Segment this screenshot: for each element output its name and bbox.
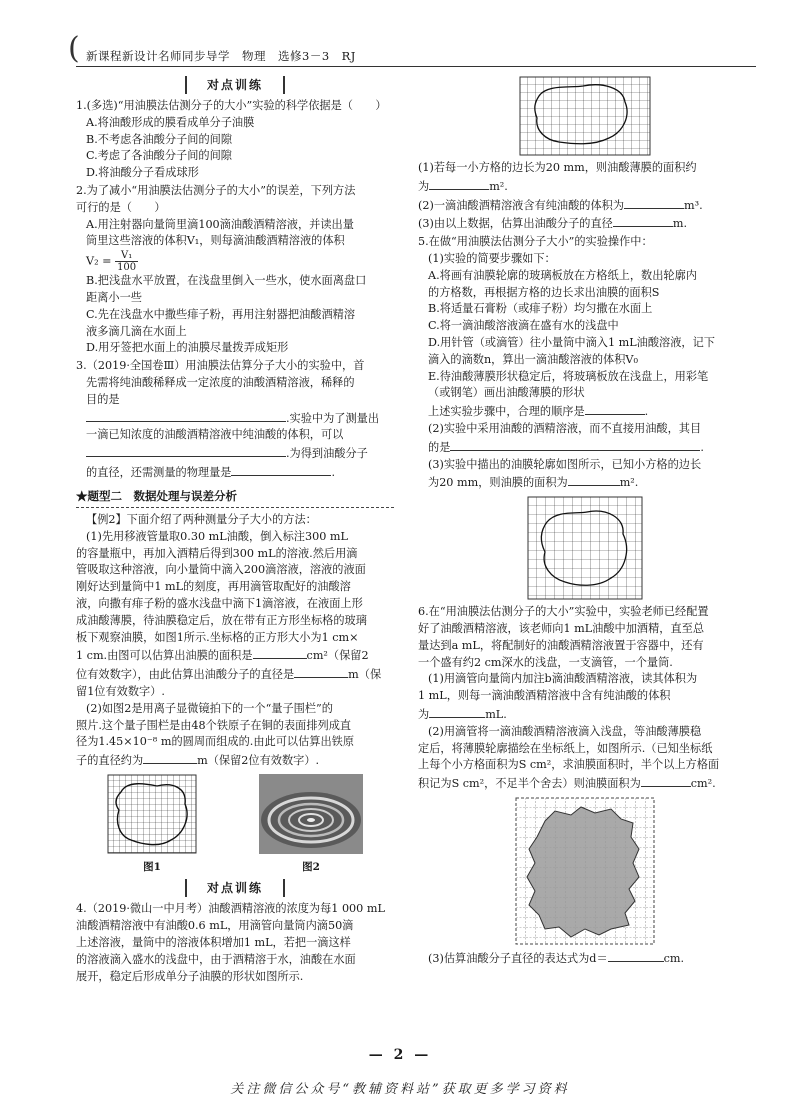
q4-blank-volume[interactable] [624,196,684,209]
q3-line1: 3.（2019·全国卷Ⅲ）用油膜法估算分子大小的实验中，首 [76,359,365,373]
q6-line7 [418,705,752,724]
q4-oil-film-grid [519,76,651,156]
ex2-line13: 照片.这个量子围栏是由48个铁原子在铜的表面排列成直 [76,718,352,732]
q3-line6-text: .为得到油酸分子 [286,447,368,461]
q5-sub3-text: 为20 mm，则油膜的面积为 [428,476,568,490]
example-2 [76,512,394,876]
q6-line1: 6.在“用油膜法估测分子的大小”实验中，实验老师已经配置 [418,605,709,619]
q4-part3-text: (3)由以上数据，估算出油酸分子的直径 [418,217,613,231]
q1-option-b: B.不考虑各油酸分子间的间隙 [86,132,233,146]
q4-part3-unit: m. [672,217,688,231]
q6-blank-volume[interactable] [429,705,485,718]
q4-part1-line1: (1)若每一小方格的边长为20 mm，则油酸薄膜的面积约 [418,161,697,174]
ex2-line3: 的容量瓶中，再加入酒精后得到300 mL的溶液.然后用滴 [76,546,358,560]
q6-line12-text: (3)估算油酸分子直径的表达式为d＝ [428,951,608,965]
q6-line10: 上每个小方格面积为S cm²，求油膜面积时，半个以上方格面 [418,758,720,772]
header-title: 新课程新设计名师同步导学 物理 选修3－3 RJ [86,49,356,63]
q4-part1-line2 [418,177,752,196]
q5-step-a2: 的方格数，再根据方格的边长求出油膜的面积S [428,285,660,299]
q4-blank-area[interactable] [429,177,489,190]
ex2-line8: 板下观察油膜，如图1所示.坐标格的正方形大小为1 cm× [76,630,359,644]
q6-oil-film-grid [515,797,655,945]
q4-line1: 4.（2019·微山一中月考）油酸酒精溶液的浓度为每1 000 mL [76,902,385,916]
q3-line7 [76,463,394,482]
q6-line4: 一个盛有约2 cm深水的浅盘，一支滴管，一个量筒. [418,655,673,669]
q2-stem-line1: 2.为了减小“用油膜法估测分子的大小”的误差，下列方法 [76,183,356,197]
left-column [76,76,394,986]
ex2-line10 [76,665,394,684]
footer-note: 关注微信公众号“教辅资料站”获取更多学习资料 [230,1082,570,1097]
q6-blank-formula[interactable] [608,949,664,962]
q5-step-d1: D.用针管（或滴管）往小量筒中滴入1 mL油酸溶液，记下 [428,335,715,349]
ex2-line9-end: cm²（保留2 [306,649,369,663]
q2-option-b-line1: B.把浅盘水平放置，在浅盘里倒入一些水，使水面离盘口 [86,274,367,288]
question-5 [418,234,752,492]
q5-sub2-end: . [700,440,704,454]
q6-figure [418,797,752,945]
q6-line3: 量达到a mL，将配制好的油酸酒精溶液置于容器中，还有 [418,638,704,652]
topic-heading: ★题型二 数据处理与误差分析 [76,488,394,508]
q6-line7-unit: mL. [485,707,507,721]
q5-sub3-line2 [418,473,752,492]
q6-line11-text: 积记为S cm²，不足半个舍去）则油膜面积为 [418,777,641,791]
question-3 [76,358,394,482]
page-number: — 2 — [368,1047,432,1063]
q5-step-b: B.将适量石膏粉（或痱子粉）均匀撒在水面上 [428,302,653,316]
q5-sub1-text: 上述实验步骤中，合理的顺序是 [428,405,585,419]
q4-part1-pre: 为 [418,179,430,193]
q4-part2 [418,196,752,215]
q6-line6: 1 mL，则每一滴油酸酒精溶液中含有纯油酸的体积 [418,689,671,703]
ex2-blank-diameter[interactable] [294,665,348,678]
q4-figure [418,76,752,156]
q5-blank-area[interactable] [568,473,620,486]
q2-option-a-line1: A.用注射器向量筒里滴100滴油酸酒精溶液，并读出量 [86,217,354,231]
question-4 [76,901,394,985]
q5-sub3-unit: m². [619,476,639,490]
q3-line3: 目的是 [86,392,120,406]
q5-sub1-end: . [644,405,649,419]
ex2-line15-end: m（保留2位有效数字）. [197,754,320,768]
q5-sub2-line2 [418,438,752,457]
q6-line12 [418,949,752,968]
ex2-line10-text: 位有效数字），由此估算出油酸分子的直径是 [76,668,295,682]
q4-line5: 展开，稳定后形成单分子油膜的形状如图所示. [76,969,304,983]
question-2 [76,183,394,357]
q5-sub1 [418,402,752,421]
figure-1-caption: 图1 [143,860,161,873]
q4-part1-unit: m². [489,179,508,193]
q6-line5: (1)用滴管向量筒内加注b滴油酸酒精溶液，读其体积为 [428,672,698,686]
fraction-denominator: 100 [117,262,137,274]
q5-step-a1: A.将画有油膜轮廓的玻璃板放在方格纸上，数出轮廓内 [428,268,697,282]
fraction [115,250,138,273]
q5-step-d2: 滴入的滴数n，算出一滴油酸溶液的体积V₀ [428,352,638,366]
ex2-line10-end: m（保 [348,668,382,682]
q5-oil-film-grid [527,496,643,600]
q2-option-b-line2: 距离小一些 [86,290,142,304]
q2-option-d: D.用牙签把水面上的油膜尽量拨弄成矩形 [86,341,289,355]
q4-part3 [418,214,752,233]
ex2-line14: 径为1.45×10⁻⁸ m的圆周而组成的.由此可以估算出铁原 [76,735,355,749]
formula-lhs: V₂ = [86,254,112,268]
q1-option-d: D.将油酸分子看成球形 [86,166,199,180]
q6-line11-unit: cm². [690,777,716,791]
q5-sub3-line1: (3)实验中描出的油膜轮廓如图所示，已知小方格的边长 [428,457,702,471]
q3-blank-2[interactable] [86,444,286,457]
ex2-line2: (1)先用移液管量取0.30 mL油酸，倒入标注300 mL [86,529,348,543]
q3-line6 [76,444,394,463]
q6-line7-pre: 为 [418,707,430,721]
q6-line11 [418,774,752,793]
section-title-practice-2: 对点训练 [185,879,285,897]
q1-option-a: A.将油酸形成的膜看成单分子油膜 [86,115,255,129]
q2-option-c-line2: 液多滴几滴在水面上 [86,324,187,338]
q4-line3: 上述溶液，量筒中的溶液体积增加1 mL，若把一滴这样 [76,936,351,950]
ex2-line15 [76,751,394,770]
q6-line8: (2)用滴管将一滴油酸酒精溶液滴入浅盘，等油酸薄膜稳 [428,724,702,738]
q4-line2: 油酸酒精溶液中有油酸0.6 mL，用滴管向量筒内滴50滴 [76,919,354,933]
q5-blank-order[interactable] [585,402,645,415]
figure-2 [259,774,363,876]
example-figures [76,774,394,876]
ex2-blank-area[interactable] [253,646,307,659]
q3-line4-text: .实验中为了测量出 [286,411,380,425]
q3-line7-text: 的直径，还需测量的物理量是 [86,465,232,479]
page-header [68,31,756,67]
header-brace: ( [68,31,80,66]
q2-option-c-line1: C.先在浅盘水中撒些痱子粉，再用注射器把油酸酒精溶 [86,307,356,321]
q5-blank-purpose[interactable] [450,438,700,451]
ex2-blank-atom[interactable] [143,751,197,764]
q5-figure [418,496,752,600]
right-column [418,76,752,968]
ex2-line12: (2)如图2是用离子显微镜拍下的一个“量子围栏”的 [86,701,333,715]
section-title-practice-1: 对点训练 [185,76,285,94]
q5-step-c: C.将一滴油酸溶液滴在盛有水的浅盘中 [428,319,619,333]
q5-step-e2: （或钢笔）画出油酸薄膜的形状 [428,386,585,400]
question-4-parts [418,160,752,233]
q5-step-e1: E.待油酸薄膜形状稳定后，将玻璃板放在浅盘上，用彩笔 [428,369,709,383]
ex2-line6: 液，向撒有痱子粉的盛水浅盘中滴下1滴溶液，在液面上形 [76,596,363,610]
q5-line2: (1)实验的简要步骤如下： [428,251,556,265]
q6-line9: 定后，将薄膜轮廓描绘在坐标纸上，如图所示.（已知坐标纸 [418,741,713,755]
fraction-numerator: V₁ [115,250,138,262]
question-6 [418,604,752,793]
q4-part2-unit: m³. [684,198,703,212]
ex2-line5: 刚好达到量筒中1 mL的刻度，再用滴管取配好的油酸溶 [76,580,351,594]
q5-sub2-line1: (2)实验中采用油酸的酒精溶液，而不直接用油酸，其目 [428,421,702,435]
q6-blank-area[interactable] [641,774,691,787]
ex2-line4: 管吸取这种溶液，向小量筒中滴入200滴溶液，溶液的液面 [76,563,366,577]
q1-option-c: C.考虑了各油酸分子间的间隙 [86,149,232,163]
q5-line1: 5.在做“用油膜法估测分子大小”的实验操作中： [418,235,653,249]
question-1 [76,98,394,182]
figure-2-quantum-corral [259,774,363,854]
q4-part2-text: (2)一滴油酸酒精溶液含有纯油酸的体积为 [418,198,625,212]
ex2-line7: 成油酸薄膜，待油膜稳定后，放在带有正方形坐标格的玻璃 [76,613,367,627]
q4-blank-diameter[interactable] [613,214,673,227]
figure-2-caption: 图2 [302,860,320,873]
q6-line2: 好了油酸酒精溶液，该老师向1 mL油酸中加酒精，直至总 [418,621,705,635]
ex2-line15-text: 子的直径约为 [76,754,144,768]
figure-1-grid [107,774,197,854]
q3-blank-1[interactable] [86,409,286,422]
q3-line4 [76,409,394,428]
q3-line5: 一滴已知浓度的油酸酒精溶液中纯油酸的体积，可以 [86,428,344,442]
ex2-line9-text: 1 cm.由图可以估算出油膜的面积是 [76,649,253,663]
q1-stem: 1.(多选)“用油膜法估测分子的大小”实验的科学依据是（ ） [76,99,387,112]
q5-sub2-pre: 的是 [428,440,451,454]
q3-line7-end: . [331,465,336,479]
ex2-line11: 留1位有效数字）. [76,684,165,698]
q2-option-a-formula [76,250,394,273]
q6-line12-unit: cm. [663,951,685,965]
q2-option-a-line2: 筒里这些溶液的体积V₁，则每滴油酸酒精溶液的体积 [86,234,345,248]
ex2-line9 [76,646,394,665]
q4-line4: 的溶液滴入盛水的浅盘中，由于酒精溶于水，油酸在水面 [76,952,356,966]
q3-line2: 先需将纯油酸稀释成一定浓度的油酸酒精溶液，稀释的 [86,375,355,389]
ex2-line1: 【例2】下面介绍了两种测量分子大小的方法： [86,512,317,526]
q2-stem-line2: 可行的是（ ） [76,200,166,214]
figure-1 [107,774,197,876]
q3-blank-3[interactable] [231,463,331,476]
